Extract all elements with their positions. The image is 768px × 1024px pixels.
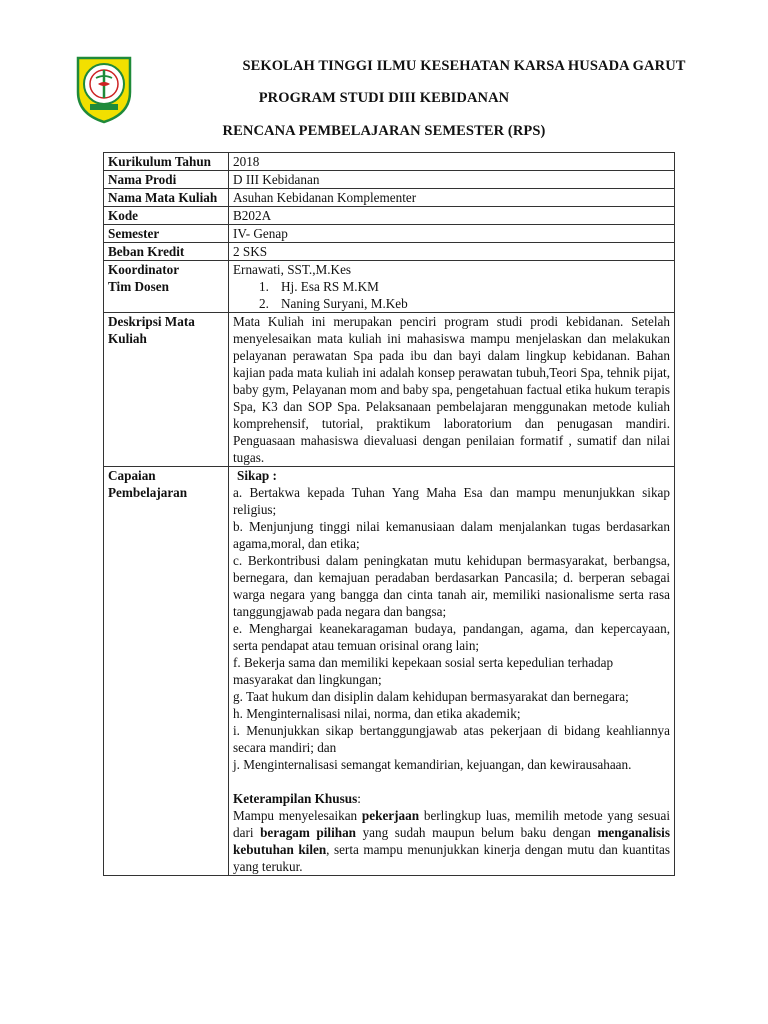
institution-name: SEKOLAH TINGGI ILMU KESEHATAN KARSA HUSADA GARUT	[242, 58, 686, 74]
khusus-emphasis: pekerjaan	[361, 808, 420, 823]
capaian-label: Capaian Pembelajaran	[104, 467, 229, 876]
kurikulum-value: 2018	[229, 153, 675, 171]
sikap-item: e. Menghargai keanekaragaman budaya, pandangan, agama, dan kepercayaan, serta pendapat atau temuan orisinal orang lain;	[233, 621, 670, 653]
kredit-value: 2 SKS	[229, 243, 675, 261]
table-row	[104, 207, 675, 225]
koordinator-value	[229, 261, 675, 313]
table-row	[104, 189, 675, 207]
team-member-name: Hj. Esa RS M.KM	[281, 279, 379, 294]
list-item	[233, 295, 670, 312]
sikap-title: Sikap :	[237, 468, 277, 483]
rps-table	[103, 152, 675, 876]
table-row	[104, 467, 675, 876]
semester-value: IV- Genap	[229, 225, 675, 243]
sikap-item: masyarakat dan lingkungan;	[233, 672, 382, 687]
khusus-colon: :	[357, 791, 361, 806]
table-row	[104, 153, 675, 171]
table-row	[104, 313, 675, 467]
semester-label: Semester	[104, 225, 229, 243]
prodi-value: D III Kebidanan	[229, 171, 675, 189]
kode-value: B202A	[229, 207, 675, 225]
kredit-label: Beban Kredit	[104, 243, 229, 261]
sikap-item: b. Menjunjung tinggi nilai kemanusiaan dalam menjalankan tugas berdasarkan agama,moral, dan etika;	[233, 519, 670, 551]
sikap-item: h. Menginternalisasi nilai, norma, dan etika akademik;	[233, 706, 521, 721]
team-member-name: Naning Suryani, M.Keb	[281, 296, 408, 311]
document-title: RENCANA PEMBELAJARAN SEMESTER (RPS)	[222, 123, 546, 139]
list-item	[233, 278, 670, 295]
deskripsi-value: Mata Kuliah ini merupakan penciri program studi prodi kebidanan. Setelah menyelesaikan mata kuliah ini mahasiswa mampu menjelaskan dan melakukan pelayanan perawatan Spa pada ibu dan bayi dalam lingkup kebidanan. Bahan kajian pada mata kuliah ini adalah konsep perawatan tubuh,Teori Spa, tehnik pijat, baby gym, Pelayanan mom and baby spa, pengetahuan factual etika hukum terapis Spa, K3 dan SOP Spa. Pelaksanaan pembelajaran menggunakan metode kuliah komprehensif, tutorial, praktikum laboratorium dan penugasan mandiri. Penguasaan mahasiswa dievaluasi dengan penilaian formatif , sumatif dan nilai tugas.	[229, 313, 675, 467]
matkul-value: Asuhan Kebidanan Komplementer	[229, 189, 675, 207]
program-name: PROGRAM STUDI DIII KEBIDANAN	[258, 90, 510, 106]
kode-label: Kode	[104, 207, 229, 225]
table-row	[104, 243, 675, 261]
sikap-item: g. Taat hukum dan disiplin dalam kehidupan bermasyarakat dan bernegara;	[233, 689, 629, 704]
khusus-emphasis: menganalisis kebutuhan kilen	[233, 825, 670, 857]
koordinator-name: Ernawati, SST.,M.Kes	[233, 262, 352, 277]
sikap-item: i. Menunjukkan sikap bertanggungjawab atas pekerjaan di bidang keahliannya secara mandiri; dan	[233, 723, 670, 755]
khusus-text	[233, 807, 670, 875]
table-row	[104, 225, 675, 243]
tim-dosen-label-text: Tim Dosen	[108, 279, 169, 294]
khusus-emphasis: beragam pilihan	[260, 825, 357, 840]
table-row	[104, 261, 675, 313]
khusus-text-part: , serta mampu menunjukkan kinerja dengan mutu dan kuantitas yang terukur.	[233, 842, 670, 874]
khusus-heading	[233, 790, 670, 807]
table-row	[104, 171, 675, 189]
capaian-value	[229, 467, 675, 876]
sikap-item: j. Menginternalisasi semangat kemandirian, kejuangan, dan kewirausahaan.	[233, 757, 632, 772]
prodi-label: Nama Prodi	[104, 171, 229, 189]
team-list	[233, 278, 670, 312]
sikap-item: c. Berkontribusi dalam peningkatan mutu kehidupan bermasyarakat, berbangsa, bernegara, dan kemajuan peradaban berdasarkan Pancasila; d. berperan sebagai warga negara yang bangga dan cinta tanah air, memiliki nasionalisme serta rasa tanggungjawab pada negara dan bangsa;	[233, 553, 670, 619]
sikap-item: f. Bekerja sama dan memiliki kepekaan sosial serta kepedulian terhadap	[233, 655, 614, 670]
list-number: 1.	[259, 279, 269, 294]
khusus-text-part: Mampu menyelesaikan	[233, 808, 362, 823]
list-number: 2.	[259, 296, 269, 311]
koordinator-label-text: Koordinator	[108, 262, 180, 277]
koordinator-label	[104, 261, 229, 313]
deskripsi-label: Deskripsi Mata Kuliah	[104, 313, 229, 467]
khusus-text-part: berlingkup luas, memilih metode yang sesuai dari	[233, 808, 670, 840]
sikap-item: a. Bertakwa kepada Tuhan Yang Maha Esa dan mampu menunjukkan sikap religius;	[233, 485, 670, 517]
khusus-title: Keterampilan Khusus	[233, 791, 358, 806]
matkul-label: Nama Mata Kuliah	[104, 189, 229, 207]
kurikulum-label: Kurikulum Tahun	[104, 153, 229, 171]
khusus-text-part: yang sudah maupun belum baku dengan	[356, 825, 598, 840]
